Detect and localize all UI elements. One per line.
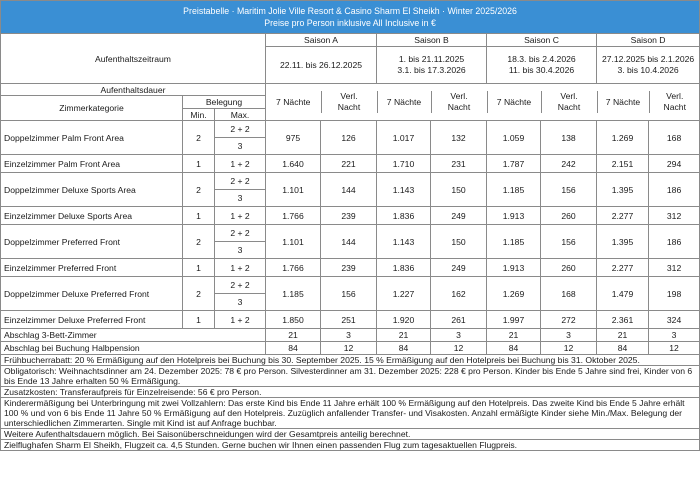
extra-night-line1: Verl.	[340, 91, 358, 101]
note-row	[1, 429, 700, 440]
price-7-nights: 1.395	[597, 173, 649, 207]
discount-value: 12	[321, 342, 377, 355]
note-text: Frühbucherrabatt: 20 % Ermäßigung auf den Hotelpreis bei Buchung bis 30. September 2025. 15 % Ermäßigung auf den Hotelpreis bei Buchung bis 31. Oktober 2025.	[1, 355, 700, 366]
price-extra-night: 138	[541, 121, 597, 155]
note-row	[1, 366, 700, 387]
price-extra-night: 150	[431, 173, 487, 207]
min-occupancy: 1	[183, 311, 215, 329]
discount-value: 3	[541, 329, 597, 342]
price-extra-night: 144	[321, 225, 377, 259]
discount-value: 3	[321, 329, 377, 342]
discount-value: 12	[431, 342, 487, 355]
price-extra-night: 186	[649, 173, 700, 207]
season-date-range: 27.12.2025 bis 2.1.2026	[601, 54, 695, 64]
room-name: Einzelzimmer Preferred Front	[1, 259, 183, 277]
discount-value: 84	[597, 342, 649, 355]
price-extra-night: 294	[649, 155, 700, 173]
period-label: Aufenthaltszeitraum	[1, 34, 266, 84]
occupancy-label: Belegung	[183, 96, 266, 109]
season-dates	[487, 47, 597, 84]
note-text: Zielflughafen Sharm El Sheikh, Flugzeit ca. 4,5 Stunden. Gerne buchen wir Ihnen einen passenden Flug zum tagesaktuellen Flugpreis.	[1, 440, 700, 451]
table-row	[1, 277, 700, 294]
note-text: Obligatorisch: Weihnachtsdinner am 24. Dezember 2025: 78 € pro Person. Silvesterdinner am 31. Dezember 2025: 228 € pro Person. Kinder bis Ende 5 Jahre sind frei, Kinder von 6 bis Ende 13 Jahre erhalten 50 % Ermäßigung.	[1, 366, 700, 387]
discount-name: Abschlag 3-Bett-Zimmer	[1, 329, 266, 342]
price-7-nights: 1.101	[266, 225, 321, 259]
price-extra-night: 272	[541, 311, 597, 329]
price-7-nights: 2.151	[597, 155, 649, 173]
max-occupancy: 1 + 2	[215, 259, 266, 277]
extra-night-line1: Verl.	[666, 91, 684, 101]
price-7-nights: 1.395	[597, 225, 649, 259]
price-7-nights: 1.710	[377, 155, 431, 173]
price-7-nights: 1.479	[597, 277, 649, 311]
price-extra-night: 251	[321, 311, 377, 329]
price-7-nights: 1.185	[266, 277, 321, 311]
price-7-nights: 1.185	[487, 173, 541, 207]
room-name: Einzelzimmer Palm Front Area	[1, 155, 183, 173]
price-extra-night: 221	[321, 155, 377, 173]
price-7-nights: 1.997	[487, 311, 541, 329]
min-occupancy: 2	[183, 225, 215, 259]
table-header	[1, 1, 700, 34]
price-7-nights: 1.836	[377, 259, 431, 277]
price-extra-night: 132	[431, 121, 487, 155]
table-row	[1, 311, 700, 329]
max-occupancy: 3	[215, 294, 266, 311]
min-label: Min.	[183, 109, 215, 121]
price-extra-night: 231	[431, 155, 487, 173]
season-name: Saison C	[487, 34, 597, 47]
note-row	[1, 355, 700, 366]
header-title: Preistabelle · Maritim Jolie Ville Resort & Casino Sharm El Sheikh · Winter 2025/2026	[183, 6, 517, 16]
min-occupancy: 2	[183, 173, 215, 207]
price-extra-night: 168	[541, 277, 597, 311]
price-extra-night: 324	[649, 311, 700, 329]
room-name: Doppelzimmer Palm Front Area	[1, 121, 183, 155]
season-date-range: 18.3. bis 2.4.2026	[507, 54, 576, 64]
season-date-range: 3. bis 10.4.2026	[617, 65, 679, 75]
extra-night-header	[649, 91, 700, 113]
price-extra-night: 260	[541, 207, 597, 225]
max-occupancy: 2 + 2	[215, 121, 266, 138]
price-7-nights: 1.227	[377, 277, 431, 311]
price-7-nights: 1.913	[487, 207, 541, 225]
price-7-nights: 1.269	[597, 121, 649, 155]
note-row	[1, 398, 700, 429]
discount-value: 3	[431, 329, 487, 342]
discount-value: 84	[377, 342, 431, 355]
season-date-range: 3.1. bis 17.3.2026	[397, 65, 466, 75]
table-row	[1, 225, 700, 242]
max-occupancy: 3	[215, 242, 266, 259]
season-date-range: 11. bis 30.4.2026	[508, 65, 575, 75]
note-row	[1, 440, 700, 451]
price-extra-night: 126	[321, 121, 377, 155]
note-row	[1, 387, 700, 398]
extra-night-line2: Nacht	[663, 102, 686, 112]
price-7-nights: 2.277	[597, 259, 649, 277]
nights7-header: 7 Nächte	[377, 91, 431, 113]
price-extra-night: 239	[321, 259, 377, 277]
max-occupancy: 1 + 2	[215, 311, 266, 329]
discount-value: 84	[487, 342, 541, 355]
price-7-nights: 1.836	[377, 207, 431, 225]
nights7-header: 7 Nächte	[597, 91, 649, 113]
max-occupancy: 2 + 2	[215, 173, 266, 190]
room-name: Doppelzimmer Preferred Front	[1, 225, 183, 259]
season-name: Saison B	[377, 34, 487, 47]
price-extra-night: 198	[649, 277, 700, 311]
price-7-nights: 975	[266, 121, 321, 155]
extra-night-header	[541, 91, 597, 113]
extra-night-line2: Nacht	[557, 102, 581, 112]
season-name: Saison D	[597, 34, 700, 47]
price-extra-night: 156	[541, 173, 597, 207]
price-7-nights: 1.185	[487, 225, 541, 259]
price-7-nights: 2.361	[597, 311, 649, 329]
price-7-nights: 1.766	[266, 259, 321, 277]
season-dates	[266, 47, 377, 84]
max-occupancy: 2 + 2	[215, 277, 266, 294]
price-7-nights: 1.850	[266, 311, 321, 329]
extra-night-line1: Verl.	[450, 91, 468, 101]
nights7-header: 7 Nächte	[266, 91, 321, 113]
header-subtitle: Preise pro Person inklusive All Inclusive in €	[264, 18, 436, 28]
min-occupancy: 1	[183, 207, 215, 225]
discount-value: 84	[266, 342, 321, 355]
extra-night-line1: Verl.	[560, 91, 578, 101]
note-text: Kinderermäßigung bei Unterbringung mit zwei Vollzahlern: Das erste Kind bis Ende 11 Jahre erhält 100 % Ermäßigung auf den Hotelpreis. Das zweite Kind bis Ende 5 Jahre erhält 100 % und von 6 bis Ende 11 Jahre 50 % Ermäßigung auf den Hotelpreis. Zuzüglich anfallender Transfer- und Visakosten. Anzahl ermäßigte Kinder siehe Min./Max. Belegung der unterschiedlichen Zimmerarten. Single mit Kind ist auf Anfrage buchbar.	[1, 398, 700, 429]
table-row	[1, 207, 700, 225]
extra-night-header	[321, 91, 377, 113]
table-row	[1, 259, 700, 277]
price-7-nights: 1.059	[487, 121, 541, 155]
nights7-header: 7 Nächte	[487, 91, 541, 113]
header-row	[1, 1, 700, 34]
extra-night-header	[431, 91, 487, 113]
price-extra-night: 242	[541, 155, 597, 173]
extra-night-line2: Nacht	[337, 102, 361, 112]
price-extra-night: 260	[541, 259, 597, 277]
price-7-nights: 1.101	[266, 173, 321, 207]
max-occupancy: 1 + 2	[215, 207, 266, 225]
max-label: Max.	[215, 109, 266, 121]
discount-value: 21	[487, 329, 541, 342]
price-7-nights: 1.143	[377, 225, 431, 259]
price-extra-night: 312	[649, 259, 700, 277]
min-occupancy: 2	[183, 121, 215, 155]
price-7-nights: 1.787	[487, 155, 541, 173]
extra-night-line2: Nacht	[447, 102, 471, 112]
price-extra-night: 261	[431, 311, 487, 329]
price-7-nights: 2.277	[597, 207, 649, 225]
season-dates	[377, 47, 487, 84]
price-extra-night: 156	[541, 225, 597, 259]
price-7-nights: 1.143	[377, 173, 431, 207]
max-occupancy: 3	[215, 138, 266, 155]
night-headers-row	[266, 91, 700, 113]
price-extra-night: 144	[321, 173, 377, 207]
duration-row	[1, 84, 700, 96]
discount-value: 3	[649, 329, 700, 342]
price-7-nights: 1.640	[266, 155, 321, 173]
duration-label: Aufenthaltsdauer	[1, 84, 266, 96]
min-occupancy: 1	[183, 259, 215, 277]
season-date-range: 1. bis 21.11.2025	[398, 54, 465, 64]
season-date-range: 22.11. bis 26.12.2025	[279, 59, 363, 70]
room-name: Doppelzimmer Deluxe Preferred Front	[1, 277, 183, 311]
discount-value: 21	[377, 329, 431, 342]
night-headers	[266, 84, 700, 121]
night-headers-grid	[266, 91, 700, 113]
min-occupancy: 1	[183, 155, 215, 173]
price-extra-night: 162	[431, 277, 487, 311]
room-name: Einzelzimmer Deluxe Preferred Front	[1, 311, 183, 329]
max-occupancy: 3	[215, 190, 266, 207]
price-7-nights: 1.269	[487, 277, 541, 311]
min-occupancy: 2	[183, 277, 215, 311]
room-category-label: Zimmerkategorie	[1, 96, 183, 121]
price-extra-night: 186	[649, 225, 700, 259]
season-dates	[597, 47, 700, 84]
discount-value: 12	[649, 342, 700, 355]
table-row	[1, 173, 700, 190]
price-extra-night: 312	[649, 207, 700, 225]
price-7-nights: 1.920	[377, 311, 431, 329]
table-row	[1, 155, 700, 173]
season-names-row	[1, 34, 700, 47]
discount-value: 21	[597, 329, 649, 342]
price-extra-night: 168	[649, 121, 700, 155]
discount-value: 21	[266, 329, 321, 342]
max-occupancy: 2 + 2	[215, 225, 266, 242]
room-name: Einzelzimmer Deluxe Sports Area	[1, 207, 183, 225]
discount-row	[1, 329, 700, 342]
price-extra-night: 150	[431, 225, 487, 259]
price-7-nights: 1.017	[377, 121, 431, 155]
room-name: Doppelzimmer Deluxe Sports Area	[1, 173, 183, 207]
price-extra-night: 239	[321, 207, 377, 225]
price-extra-night: 156	[321, 277, 377, 311]
price-7-nights: 1.913	[487, 259, 541, 277]
note-text: Zusatzkosten: Transferaufpreis für Einzelreisende: 56 € pro Person.	[1, 387, 700, 398]
discount-value: 12	[541, 342, 597, 355]
max-occupancy: 1 + 2	[215, 155, 266, 173]
discount-row	[1, 342, 700, 355]
discount-name: Abschlag bei Buchung Halbpension	[1, 342, 266, 355]
season-name: Saison A	[266, 34, 377, 47]
table-row	[1, 121, 700, 138]
price-7-nights: 1.766	[266, 207, 321, 225]
price-extra-night: 249	[431, 207, 487, 225]
note-text: Weitere Aufenthaltsdauern möglich. Bei Saisonüberschneidungen wird der Gesamtpreis anteilig berechnet.	[1, 429, 700, 440]
price-extra-night: 249	[431, 259, 487, 277]
